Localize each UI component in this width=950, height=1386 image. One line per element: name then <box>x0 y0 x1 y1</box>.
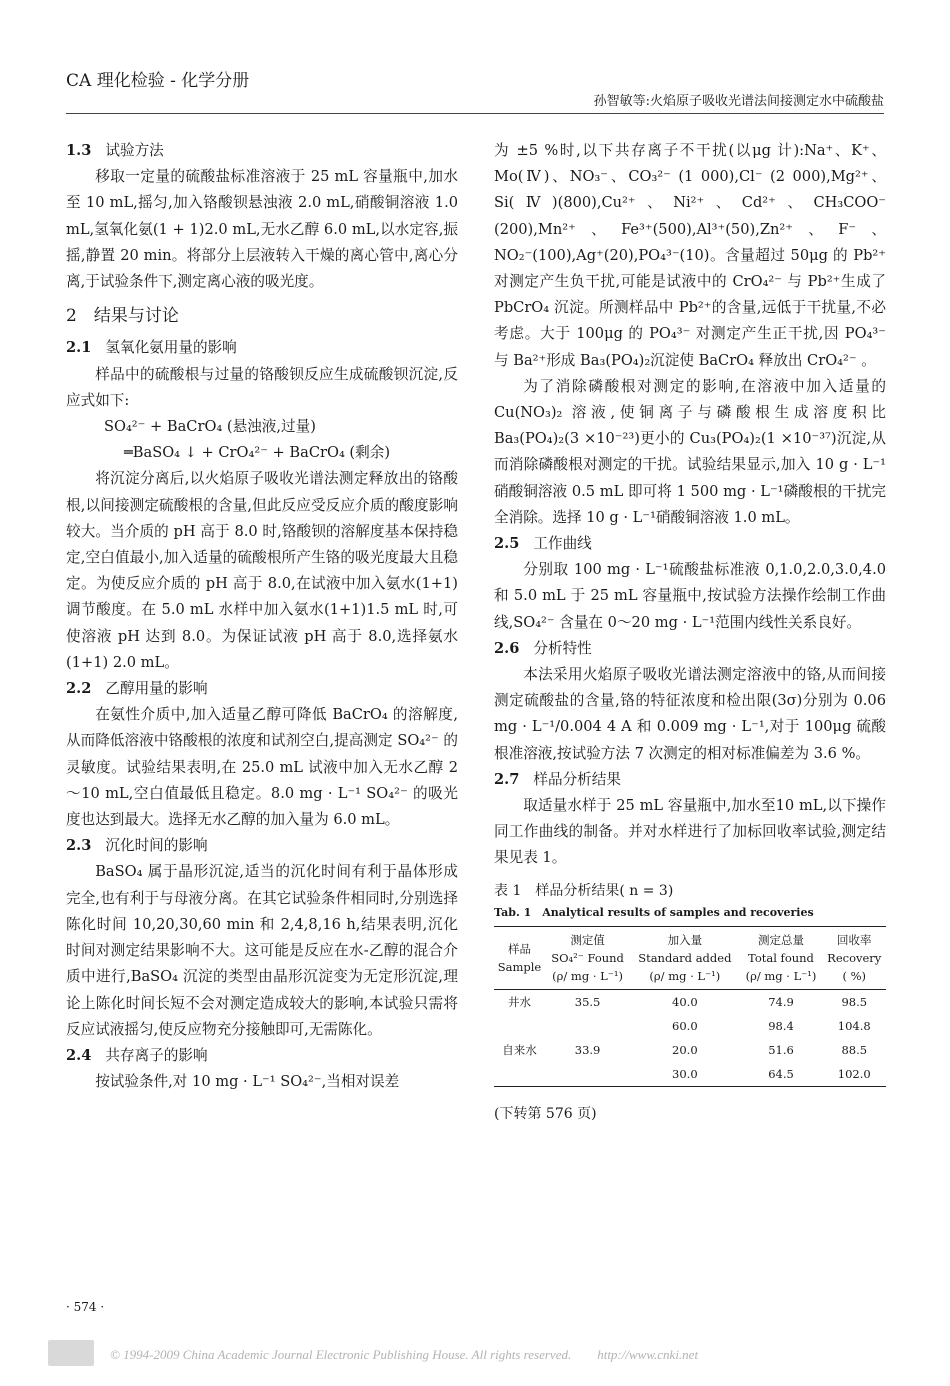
table-cell <box>545 1062 630 1087</box>
section-heading <box>66 335 458 361</box>
table-cell: 64.5 <box>768 1066 794 1081</box>
paragraph: 为 ±5 %时,以下共存离子不干扰(以μg 计):Na⁺、K⁺、Mo(Ⅳ)、NO₃⁻、CO₃²⁻ (1 000),Cl⁻ (2 000),Mg²⁺、Si(Ⅳ)(800),Cu²⁺、Ni²⁺、Cd²⁺、CH₃COO⁻ (200),Mn²⁺、Fe³⁺(500),Al³⁺(50),Zn²⁺、F⁻、NO₂⁻(100),Ag⁺(20),PO₄³⁻(10)。含量超过 50μg 的 Pb²⁺对测定产生负干扰,可能是试液中的 CrO₄²⁻ 与 Pb²⁺生成了 PbCrO₄ 沉淀。所测样品中 Pb²⁺的含量,远低于干扰量,不必考虑。大于 100μg 的 PO₄³⁻ 对测定产生正干扰,因 PO₄³⁻ 与 Ba²⁺形成 Ba₃(PO₄)₂沉淀使 BaCrO₄ 释放出 CrO₄²⁻ 。 <box>494 142 886 369</box>
table-cell: 102.0 <box>837 1066 871 1081</box>
table-cell: 30.0 <box>672 1066 698 1081</box>
section-title: 试验方法 <box>105 142 164 159</box>
section-number: 2.4 <box>66 1046 92 1064</box>
article-running-title: 孙智敏等:火焰原子吸收光谱法间接测定水中硫酸盐 <box>593 94 884 109</box>
column-header-en: Standard added <box>638 950 732 965</box>
table-cell: 98.5 <box>841 994 868 1009</box>
table-caption-en: Tab. 1 Analytical results of samples and recoveries <box>494 905 814 919</box>
table-cell: 88.5 <box>841 1042 868 1057</box>
reaction-equation: ═BaSO₄ ↓ + CrO₄²⁻ + BaCrO₄ (剩余) <box>124 444 391 462</box>
column-header-en: Sample <box>497 959 542 974</box>
cnki-logo <box>48 1340 94 1366</box>
paragraph: 样品中的硫酸根与过量的铬酸钡反应生成硫酸钡沉淀,反应式如下: <box>66 365 458 409</box>
column-header-cn: 回收率 <box>837 932 872 947</box>
column-header-cn: 测定总量 <box>757 932 804 947</box>
table-cell: 74.9 <box>768 994 794 1009</box>
footer <box>0 1340 950 1368</box>
table-header-row <box>494 926 886 989</box>
section-title: 工作曲线 <box>533 535 592 553</box>
header-rule <box>66 113 884 114</box>
table-cell: 20.0 <box>672 1042 698 1057</box>
copyright-text: © 1994-2009 China Academic Journal Electronic Publishing House. All rights reserved. http://www.cnki.net <box>110 1347 699 1362</box>
section-number: 1.3 <box>66 142 92 159</box>
column-header <box>545 926 630 989</box>
section-title: 乙醇用量的影响 <box>105 680 208 698</box>
right-column-text <box>494 138 886 872</box>
section-title: 沉化时间的影响 <box>105 837 208 855</box>
column-header-unit: (ρ/ mg · L⁻¹) <box>552 968 623 983</box>
table-cell <box>494 1062 545 1087</box>
section-number: 2.2 <box>66 680 92 698</box>
table-cell: 35.5 <box>574 994 601 1009</box>
table-cell <box>545 1014 630 1038</box>
section-heading <box>494 531 886 557</box>
paragraph: 在氨性介质中,加入适量乙醇可降低 BaCrO₄ 的溶解度,从而降低溶液中铬酸根的浓度和试剂空白,提高测定 SO₄²⁻ 的灵敏度。试验结果表明,在 25.0 mL 试液中加入无水乙醇 2～10 mL,空白值最低且稳定。8.0 mg · L⁻¹ SO₄²⁻ 的吸光度也达到最大。选择无水乙醇的加入量为 6.0 mL。 <box>66 706 458 829</box>
section-number: 2.3 <box>66 837 92 855</box>
table-cell: 51.6 <box>768 1042 794 1057</box>
reaction-equation: SO₄²⁻ + BaCrO₄ (悬浊液,过量) <box>104 418 316 436</box>
column-header-en: Recovery <box>827 950 882 965</box>
paragraph: BaSO₄ 属于晶形沉淀,适当的沉化时间有利于晶体形成完全,也有利于与母液分离。在其它试验条件相同时,分别选择陈化时间 10,20,30,60 min 和 2,4,8,16 h,结果表明,沉化时间对测定结果影响不大。这可能是反应在水-乙醇的混合介质中进行,BaSO₄ 沉淀的类型由晶形沉淀变为无定形沉淀,理论上陈化时间长短不会对测定造成较大的影响,本试验只需将反应试液摇匀,使反应物充分接触即可,无需陈化。 <box>66 863 458 1038</box>
paragraph: 将沉淀分离后,以火焰原子吸收光谱法测定释放出的铬酸根,以间接测定硫酸根的含量,但此反应受反应介质的酸度影响较大。当介质的 pH 高于 8.0 时,铬酸钡的溶解度基本保持稳定,空白值最小,加入适量的硫酸根所产生铬的吸光度最大且稳定。为使反应介质的 pH 高于 8.0,在试液中加入氨水(1+1)调节酸度。在 5.0 mL 水样中加入氨水(1+1)1.5 mL 时,可使溶液 pH 达到 8.0。为保证试液 pH 高于 8.0,选择氨水(1+1) 2.0 mL。 <box>66 470 458 671</box>
column-header-cn: 加入量 <box>667 932 703 947</box>
table-cell: 井水 <box>507 994 531 1009</box>
column-header-cn: 样品 <box>507 941 531 956</box>
column-header-en: SO₄²⁻ Found <box>551 950 624 965</box>
table-row <box>494 1062 886 1087</box>
column-header <box>630 926 739 989</box>
table-cell: 自来水 <box>502 1042 537 1057</box>
table-row <box>494 1038 886 1062</box>
left-column <box>66 138 458 1095</box>
table-cell <box>494 1014 545 1038</box>
journal-title: CA 理化检验 - 化学分册 <box>66 71 250 91</box>
chapter-heading: 2 结果与讨论 <box>66 306 179 327</box>
results-table <box>494 926 886 1087</box>
section-number: 2.5 <box>494 535 520 553</box>
section-number: 2.7 <box>494 770 520 788</box>
paragraph: 为了消除磷酸根对测定的影响,在溶液中加入适量的 Cu(NO₃)₂ 溶液,使铜离子与磷酸根生成溶度积比 Ba₃(PO₄)₂(3 ×10⁻²³)更小的 Cu₃(PO₄)₂(1 ×10⁻³⁷)沉淀,从而消除磷酸根对测定的干扰。试验结果显示,加入 10 g · L⁻¹硝酸铜溶液 0.5 mL 即可将 1 500 mg · L⁻¹磷酸根的干扰完全消除。选择 10 g · L⁻¹硝酸铜溶液 1.0 mL。 <box>494 377 886 526</box>
table-row <box>494 989 886 1014</box>
table-row <box>494 1014 886 1038</box>
column-header <box>823 926 887 989</box>
section-heading <box>66 676 458 702</box>
column-header-unit: (ρ/ mg · L⁻¹) <box>649 968 721 983</box>
table-caption-cn: 表 1 样品分析结果( n = 3) <box>494 882 674 899</box>
table-cell: 33.9 <box>574 1042 601 1057</box>
column-header <box>739 926 822 989</box>
table-cell: 40.0 <box>672 994 698 1009</box>
paragraph: 取适量水样于 25 mL 容量瓶中,加水至10 mL,以下操作同工作曲线的制备。并对水样进行了加标回收率试验,测定结果见表 1。 <box>494 797 886 867</box>
paragraph: 移取一定量的硫酸盐标准溶液于 25 mL 容量瓶中,加水至 10 mL,摇匀,加入铬酸钡悬浊液 2.0 mL,硝酸铜溶液 1.0 mL,氢氧化氨(1 + 1)2.0 mL,无水乙醇 6.0 mL,以水定容,振摇,静置 20 min。将部分上层液转入干燥的离心管中,离心分离,于试验条件下,测定离心液的吸光度。 <box>66 168 458 291</box>
section-heading <box>494 636 886 662</box>
column-header-cn: 测定值 <box>570 932 605 947</box>
column-header-unit: (ρ/ mg · L⁻¹) <box>745 968 817 983</box>
table-cell: 60.0 <box>672 1018 698 1033</box>
table-cell: 104.8 <box>837 1018 871 1033</box>
section-title: 分析特性 <box>533 639 592 657</box>
section-number: 2.1 <box>66 339 92 357</box>
paragraph: 按试验条件,对 10 mg · L⁻¹ SO₄²⁻,当相对误差 <box>95 1073 400 1091</box>
section-title: 样品分析结果 <box>533 770 621 788</box>
table-cell: 98.4 <box>768 1018 794 1033</box>
section-heading <box>66 138 458 164</box>
right-column <box>494 138 886 1127</box>
column-header-en: Total found <box>748 950 814 965</box>
section-heading <box>66 1043 458 1069</box>
page-number: · 574 · <box>66 1300 105 1314</box>
paragraph: 本法采用火焰原子吸收光谱法测定溶液中的铬,从而间接测定硫酸盐的含量,铬的特征浓度和检出限(3σ)分别为 0.06 mg · L⁻¹/0.004 4 A 和 0.009 mg · L⁻¹,对于 100μg 硫酸根准溶液,按试验方法 7 次测定的相对标准偏差为 3.6 %。 <box>494 666 886 762</box>
section-number: 2.6 <box>494 639 520 657</box>
section-heading <box>66 833 458 859</box>
paragraph: 分别取 100 mg · L⁻¹硫酸盐标准液 0,1.0,2.0,3.0,4.0 和 5.0 mL 于 25 mL 容量瓶中,按试验方法操作绘制工作曲线,SO₄²⁻ 含量在 0～20 mg · L⁻¹范围内线性关系良好。 <box>494 561 886 631</box>
column-header <box>494 926 545 989</box>
continued-note: (下转第 576 页) <box>494 1105 597 1122</box>
section-heading <box>494 767 886 793</box>
section-title: 氢氧化氨用量的影响 <box>105 339 237 357</box>
section-title: 共存离子的影响 <box>105 1046 208 1064</box>
column-header-unit: ( %) <box>842 968 867 983</box>
table-body <box>494 989 886 1086</box>
